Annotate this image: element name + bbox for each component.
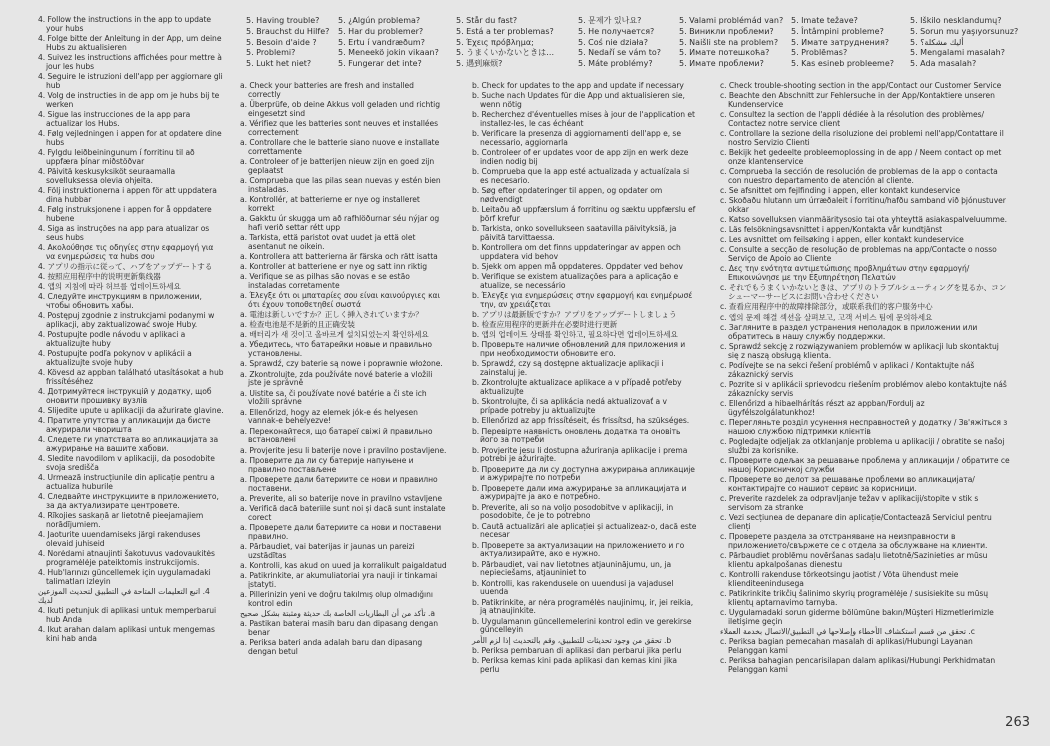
step-5b-instruction: b. 앱의 업데이트 상태를 확인하고, 필요하다면 업데이트하세요 <box>472 330 678 340</box>
step-5a-instruction: a. Проверете дали батериите се нови и правилно поставени. <box>240 474 438 493</box>
step-5-question: 5. Brauchst du Hilfe? <box>246 26 330 36</box>
step-5b-instruction: b. Tarkista, onko sovellukseen saatavilla päivityksiä, ja päivitä tarvittaessa. <box>472 224 677 242</box>
step-5c-instruction: c. Katso sovelluksen vianmääritysosio tai ota yhteyttä asiakaspalveluumme. <box>720 215 1007 225</box>
step-5-question: 5. 문제가 있나요? <box>578 16 642 25</box>
step-4-instruction: 4. Ikut arahan dalam aplikasi untuk mengemas kini hab anda <box>38 625 215 644</box>
step-5c-instruction: c. Vezi secțiunea de depanare din aplicație/Contactează Serviciul pentru clienți <box>720 512 992 531</box>
step-5-question: 5. Mengalami masalah? <box>910 48 1005 58</box>
step-5-question-column <box>791 16 894 70</box>
step-5c-instruction: c. Перегляньте розділ усунення несправностей у додатку / Зв'яжіться з нашою службою підтримки клієнтів <box>720 417 1008 436</box>
step-5b-instruction: b. Recherchez d'éventuelles mises à jour de l'application et installez-les, le cas échéant <box>472 110 695 128</box>
step-5c-instruction: c. Comprueba la sección de resolución de problemas de la app o contacta con nuestro departamento de atención al cliente. <box>720 167 998 185</box>
step-5a-instruction: a. Überprüfe, ob deine Akkus voll geladen und richtig eingesetzt sind <box>240 100 440 118</box>
step-5b-instruction: b. Ellenőrizd az app frissítéseit, és frissítsd, ha szükséges. <box>472 416 690 426</box>
step-5b-instruction: b. Leitaðu að uppfærslum á forritinu og sæktu uppfærslu ef þörf krefur <box>472 205 696 223</box>
step-4-instruction: 4. Пратите упутства у апликацији да бисте ажурирали чворишта <box>38 416 211 435</box>
step-5-question-column <box>679 16 783 70</box>
step-5b-instruction: b. Periksa kemas kini pada aplikasi dan kemas kini jika perlu <box>472 655 677 674</box>
step-4-instruction: 4. Kövesd az appban található utasításokat a hub frissítéséhez <box>38 368 224 387</box>
step-5c-instruction: c. Podívejte se na sekci řešení problémů v aplikaci / Kontaktujte náš zákaznický servis <box>720 360 975 379</box>
step-5-question: 5. Besoin d'aide ? <box>246 37 317 47</box>
step-4-instruction: 4. اتبع التعليمات المتاحة في التطبيق لتحديث الموزعين لديك <box>38 587 210 606</box>
step-5c-instruction: c. 查看应用程序中的故障排除部分，或联系我们的客户服务中心 <box>720 302 933 312</box>
step-5c-instruction: c. 앱의 문제 해결 섹션을 살펴보고, 고객 서비스 팀에 문의하세요 <box>720 312 933 322</box>
step-5b-instruction: b. 检查应用程序的更新并在必要时进行更新 <box>472 320 618 330</box>
step-5-question: 5. Står du fast? <box>456 16 518 25</box>
step-5a-instruction: a. Проверете дали батериите са нови и поставени правилно. <box>240 522 442 541</box>
step-5a-instruction: a. Tarkista, että paristot ovat uudet ja että olet asentanut ne oikein. <box>240 233 416 251</box>
step-4-instruction: 4. Slijedite upute u aplikaciji da ažurirate glavine. <box>38 406 224 416</box>
step-5a-instruction: a. Sprawdź, czy baterie są nowe i poprawnie włożone. <box>240 359 443 369</box>
step-5-question: 5. 遇到麻烦? <box>456 59 503 69</box>
step-5b-instruction: b. Sjekk om appen må oppdateres. Oppdater ved behov <box>472 262 683 272</box>
step-4-instruction: 4. Folge bitte der Anleitung in der App, um deine Hubs zu aktualisieren <box>38 34 222 52</box>
step-5-question: 5. Ertu í vandræðum? <box>338 37 425 47</box>
step-4-instruction: 4. Päivitä keskusyksiköt seuraamalla sovelluksessa olevia ohjeita. <box>38 167 176 185</box>
step-4-instruction: 4. Postupujte podľa pokynov v aplikácii a aktualizujte svoje huby <box>38 349 192 368</box>
step-5c-instruction: c. Les avsnittet om feilsøking i appen, eller kontakt kundeservice <box>720 235 964 245</box>
step-5-question: 5. うまくいかないときは… <box>456 48 555 58</box>
step-4-instruction: 4. Volg de instructies in de app om je hubs bij te werken <box>38 91 220 109</box>
step-4-instruction: 4. Postępuj zgodnie z instrukcjami podanymi w aplikacji, aby zaktualizować swoje Huby. <box>38 311 215 330</box>
step-4-instruction: 4. Rīkojies saskaņā ar lietotnē pieejamajiem norādījumiem. <box>38 511 204 530</box>
step-5-question: 5. Lukt het niet? <box>246 59 312 69</box>
step-4-instruction: 4. Följ instruktionerna i appen för att uppdatera dina hubbar <box>38 186 217 204</box>
step-5a-instruction: a. Verifică dacă bateriile sunt noi și dacă sunt instalate corect <box>240 503 446 522</box>
step-5c-instruction: c. Bekijk het gedeelte probleemoplossing in de app / Neem contact op met onze klantenservice <box>720 148 1002 166</box>
step-5b-instruction: b. Έλεγξε για ενημερώσεις στην εφαρμογή και ενημέρωσέ την, αν χρειάζεται <box>472 291 693 310</box>
step-5c-instruction: c. Skoðaðu hlutann um úrræðaleit í forritinu/hafðu samband við þjónustuver okkar <box>720 196 1006 215</box>
step-5c-instruction: c. Pogledajte odjeljak za otklanjanje problema u aplikaciji / obratite se našoj službi za korisnike. <box>720 436 1005 455</box>
step-5-question: 5. Naišli ste na problem? <box>679 37 779 47</box>
step-5b-instruction: b. Søg efter opdateringer til appen, og opdater om nødvendigt <box>472 186 663 204</box>
step-5a-instruction: a. Preverite, ali so baterije nove in pravilno vstavljene <box>240 493 442 503</box>
step-5c-instruction: c. Periksa bagian pemecahan masalah di aplikasi/Hubungi Layanan Pelanggan kami <box>720 636 973 655</box>
step-5c-instruction: c. Check trouble-shooting section in the app/Contact our Customer Service <box>720 81 1002 90</box>
step-4-instruction: 4. Følg instruksjonene i appen for å oppdatere hubene <box>38 205 212 223</box>
step-5c-instruction: c. Uygulamadaki sorun giderme bölümüne bakın/Müşteri Hizmetlerimizle iletişime geçin <box>720 607 994 626</box>
step-5c-instruction: c. Проверите одељак за решавање проблема у апликацији / обратите се нашој Корисничкој служби <box>720 455 1010 474</box>
step-4-instruction: 4. 按照应用程序中的说明更新集线器 <box>38 272 161 282</box>
step-5-question: 5. ¿Algún problema? <box>338 16 421 25</box>
step-5c-instruction: c. Consultez la section de l'appli dédiée à la résolution des problèmes/ Contactez notre service client <box>720 110 985 128</box>
step-5c-instruction: c. Preverite razdelek za odpravljanje težav v aplikaciji/stopite v stik s servisom za stranke <box>720 493 979 512</box>
step-5b-instruction: b. Comprueba que la app esté actualizada y actualízala si es necesario. <box>472 167 690 185</box>
step-5c-instruction: c. Pārbaudiet problēmu novēršanas sadaļu lietotnē/Sazinieties ar mūsu klientu apkalpošanas dienestu <box>720 550 988 569</box>
step-4-instruction: 4. Следуйте инструкциям в приложении, чтобы обновить хабы. <box>38 292 202 311</box>
step-5a-column <box>240 82 448 658</box>
step-5b-instruction: b. Verifique se existem atualizações para a aplicação e atualize, se necessário <box>472 272 679 291</box>
step-5-question-column <box>910 16 1018 70</box>
step-5b-instruction: b. تحقق من وجود تحديثات للتطبيق، وقم بالتحديث إذا لزم الأمر <box>472 635 672 645</box>
step-5-question: 5. Не получается? <box>578 26 655 36</box>
page-number: 263 <box>1005 715 1030 730</box>
step-5-question: 5. Imate težave? <box>791 16 858 25</box>
step-5c-instruction: c. Проверете во делот за решавање проблеми во апликацијата/ контактирајте со нашиот сервис за корисници. <box>720 474 975 493</box>
step-5-question: 5. Máte problémy? <box>578 59 653 69</box>
step-5c-instruction: c. Consulte a secção de resolução de problemas na app/Contacte o nosso Serviço de Apoio ao Cliente <box>720 245 997 264</box>
step-5b-instruction: b. Pārbaudiet, vai nav lietotnes atjauninājumu, un, ja nepieciešams, atjauniniet to <box>472 559 672 578</box>
step-5a-instruction: a. Patikrinkite, ar akumuliatoriai yra nauji ir tinkamai įstatyti. <box>240 570 438 589</box>
step-5-question: 5. Имате потешкоћа? <box>679 48 770 58</box>
step-4-instruction: 4. Follow the instructions in the app to update your hubs <box>38 15 212 33</box>
step-5b-instruction: b. Preverite, ali so na voljo posodobitve v aplikaciji, in posodobite, če je to potrebno <box>472 502 674 521</box>
step-5a-instruction: a. Проверите да ли су батерије напуњене и правилно постављене <box>240 455 414 474</box>
step-5a-instruction: a. 電池は新しいですか？正しく挿入されていますか？ <box>240 310 423 320</box>
step-4-instruction: 4. Urmează instrucțiunile din aplicație pentru a actualiza huburile <box>38 473 215 492</box>
step-4-instruction: 4. Jaoturite uuendamiseks järgi rakenduses olevaid juhiseid <box>38 530 201 549</box>
step-5a-instruction: a. Controleer of je batterijen nieuw zijn en goed zijn geplaatst <box>240 157 435 175</box>
step-5c-instruction: c. Patikrinkite trikčių šalinimo skyrių programėlėje / susisiekite su mūsų klientų aptarnavimo tarnyba. <box>720 588 988 607</box>
step-5c-instruction: c. Pozrite si v aplikácii sprievodcu riešením problémov alebo kontaktujte náš zákaznícky servis <box>720 379 1007 398</box>
step-5a-instruction: a. Periksa bateri anda adalah baru dan dipasang dengan betul <box>240 637 423 656</box>
step-5a-instruction: a. Uistite sa, či používate nové batérie a či ste ich vložili správne <box>240 388 427 407</box>
step-5c-column <box>720 82 1010 676</box>
step-4-instruction: 4. アプリの指示に従って、ハブをアップデートする <box>38 262 213 271</box>
step-5b-instruction: b. Controleer of er updates voor de app zijn en werk deze indien nodig bij <box>472 148 689 166</box>
step-5c-instruction: c. Загляните в раздел устранения неполадок в приложении или обратитесь в нашу службу поддержки. <box>720 322 978 341</box>
step-5c-instruction: c. Se afsnittet om fejlfinding i appen, eller kontakt kundeservice <box>720 186 961 196</box>
step-5a-instruction: a. Vérifiez que les batteries sont neuves et installées correctement <box>240 119 439 137</box>
step-5-question: 5. Har du problemer? <box>338 26 424 36</box>
step-4-instruction: 4. Sigue las instrucciones de la app para actualizar los Hubs. <box>38 110 191 128</box>
step-4-instruction: 4. Norėdami atnaujinti šakotuvus vadovaukitės programėlėje pateiktomis instrukcijomis. <box>38 549 215 568</box>
step-5-question: 5. أليك مشكلة؟ <box>910 37 964 47</box>
step-5a-instruction: a. 检查电池是不是新的且正确安装 <box>240 320 355 330</box>
step-5-question: 5. Coś nie działa? <box>578 37 648 47</box>
step-5-question: 5. Ada masalah? <box>910 59 977 69</box>
step-4-column <box>38 16 224 645</box>
step-5-question: 5. Fungerar det inte? <box>338 59 422 69</box>
step-5b-instruction: b. Sprawdź, czy są dostępne aktualizacje aplikacji i zainstaluj je. <box>472 359 664 378</box>
step-5a-instruction: a. Έλεγξε ότι οι μπαταρίες σου είναι καινούργιες και ότι έχουν τοποθετηθεί σωστά <box>240 291 440 310</box>
step-5-question: 5. Iškilo nesklandumų? <box>910 16 1002 25</box>
step-5b-instruction: b. Проверете за актуализации на приложението и го актуализирайте, ако е нужно. <box>472 540 685 559</box>
step-5-question: 5. Problemi? <box>246 48 296 58</box>
step-4-instruction: 4. Следвайте инструкциите в приложението, за да актуализирате центровете. <box>38 492 219 511</box>
step-5b-instruction: b. Verificare la presenza di aggiornamenti dell'app e, se necessario, aggiornarla <box>472 129 681 147</box>
step-5b-instruction: b. Uygulamanın güncellemelerini kontrol edin ve gerekirse güncelleyin <box>472 616 692 635</box>
step-4-instruction: 4. 앱의 지침에 따라 허브를 업데이트하세요 <box>38 282 181 292</box>
step-5b-instruction: b. Suche nach Updates für die App und aktualisieren sie, wenn nötig <box>472 91 685 109</box>
step-5-question: 5. Nedaří se vám to? <box>578 48 661 58</box>
step-5c-instruction: c. Ellenőrizd a hibaelhárítás részt az appban/Fordulj az ügyfélszolgálatunkhoz! <box>720 398 925 417</box>
step-5b-instruction: b. Provjerite jesu li dostupna ažuriranja aplikacije i prema potrebi je ažurirajte. <box>472 445 688 464</box>
step-5-question-column <box>246 16 329 70</box>
step-4-instruction: 4. Hub'larınızı güncellemek için uygulamadaki talimatları izleyin <box>38 568 211 587</box>
step-5b-instruction: b. Caută actualizări ale aplicației și actualizeaz-o, dacă este necesar <box>472 521 697 540</box>
step-5-question: 5. Имате затруднения? <box>791 37 890 47</box>
step-5c-instruction: c. Läs felsökningsavsnittet i appen/Kontakta vår kundtjänst <box>720 225 943 235</box>
step-5b-instruction: b. アプリは最新版ですか？アプリをアップデートしましょう <box>472 310 677 320</box>
step-5a-instruction: a. Kontrolli, kas akud on uued ja korralikult paigaldatud <box>240 560 447 570</box>
step-4-instruction: 4. Følg vejledningen i appen for at opdatere dine hubs <box>38 129 222 147</box>
step-5a-instruction: a. Comprueba que las pilas sean nuevas y estén bien instaladas. <box>240 176 441 194</box>
step-5c-instruction: c. Kontrolli rakenduse tõrkeotsingu jaotist / Võta ühendust meie klienditeenindusega <box>720 569 959 588</box>
step-5-question: 5. Having trouble? <box>246 16 320 25</box>
step-5a-instruction: a. Ellenőrizd, hogy az elemek jók-e és helyesen vannak-e behelyezve! <box>240 407 418 426</box>
step-5b-instruction: b. Patikrinkite, ar nėra programėlės naujinimų, ir, jei reikia, ją atnaujinkite. <box>472 597 694 616</box>
step-5a-instruction: a. Kontrollera att batterierna är färska och rätt isatta <box>240 252 438 261</box>
step-5a-instruction: a. تأكد من أن البطاريات الخاصة بك حديثة ومثبتة بشكل صحيح <box>240 608 436 618</box>
step-4-instruction: 4. Следете ги упатствата во апликацијата за ажурирање на вашите хабови. <box>38 435 219 454</box>
step-5b-instruction: b. Check for updates to the app and update if necessary <box>472 81 684 90</box>
step-5-question-column <box>338 16 439 70</box>
step-5-question: 5. Meneekö jokin vikaan? <box>338 48 439 58</box>
step-5a-instruction: a. Pastikan baterai masih baru dan dipasang dengan benar <box>240 618 439 637</box>
step-4-instruction: 4. Дотримуйтеся інструкцій у додатку, щоб оновити прошивку вузлів <box>38 387 212 406</box>
step-4-instruction: 4. Sledite navodilom v aplikaciji, da posodobite svoja središča <box>38 454 215 473</box>
step-5b-instruction: b. Skontrolujte, či sa aplikácia nedá aktualizovať a v prípade potreby ju aktualizujte <box>472 397 667 416</box>
step-4-instruction: 4. Seguire le istruzioni dell'app per aggiornare gli hub <box>38 72 223 90</box>
step-5-question-column <box>578 16 661 70</box>
step-5-question: 5. Виникли проблеми? <box>679 26 774 36</box>
step-5b-instruction: b. Проверьте наличие обновлений для приложения и при необходимости обновите его. <box>472 340 686 359</box>
step-5-question: 5. Valami problémád van? <box>679 16 784 25</box>
step-5c-instruction: c. Beachte den Abschnitt zur Fehlersuche in der App/Kontaktiere unseren Kundenservice <box>720 91 995 109</box>
step-5b-instruction: b. Перевірте наявність оновлень додатка та оновіть його за потреби <box>472 426 681 445</box>
step-5a-instruction: a. Kontroller at batteriene er nye og satt inn riktig <box>240 262 427 272</box>
step-4-instruction: 4. Siga as instruções na app para atualizar os seus hubs <box>38 224 210 242</box>
step-5c-instruction: c. Δες την ενότητα αντιμετώπισης προβλημάτων στην εφαρμογή/ Επικοινώνησε με την Εξυπηρέτηση Πελατών <box>720 264 970 283</box>
step-5-question: 5. Έχεις πρόβλημα; <box>456 37 534 47</box>
step-5c-instruction: c. Проверете раздела за отстраняване на неизправности в приложението/свържете се с отдела за обслужване на клиенти. <box>720 531 988 550</box>
step-4-instruction: 4. Ακολούθησε τις οδηγίες στην εφαρμογή για να ενημερώσεις τα hubs σου <box>38 243 214 261</box>
step-5-question: 5. Întâmpini probleme? <box>791 26 884 36</box>
step-5c-instruction: c. Periksa bahagian pencarisilapan dalam aplikasi/Hubungi Perkhidmatan Pelanggan kami <box>720 655 996 674</box>
step-5b-instruction: b. Zkontrolujte aktualizace aplikace a v případě potřeby aktualizujte <box>472 378 682 397</box>
step-5c-instruction: c. Sprawdź sekcję z rozwiązywaniem problemów w aplikacji lub skontaktuj się z naszą obsługą klienta. <box>720 341 999 360</box>
step-5-question-column <box>456 16 554 70</box>
step-5c-instruction: c. تحقق من قسم استكشاف الأخطاء وإصلاحها في التطبيق/الاتصال بخدمة العملاء <box>720 626 975 636</box>
step-5b-instruction: b. Проверите да ли су доступна ажурирања апликације и ажурирајте по потреби <box>472 464 695 483</box>
step-5a-instruction: a. Provjerite jesu li baterije nove i pravilno postavljene. <box>240 445 447 455</box>
step-5-question: 5. Problēmas? <box>791 48 848 58</box>
step-5b-instruction: b. Periksa pembaruan di aplikasi dan perbarui jika perlu <box>472 645 682 655</box>
step-5b-instruction: b. Kontrolli, kas rakendusele on uuendusi ja vajadusel uuenda <box>472 578 674 597</box>
step-5-question: 5. Имате проблеми? <box>679 59 764 69</box>
step-5b-instruction: b. Проверете дали има ажурирање за апликацијата и ажурирајте ја ако е потребно. <box>472 483 687 502</box>
step-5a-instruction: a. Gakktu úr skugga um að rafhlöðurnar séu nýjar og hafi verið settar rétt upp <box>240 214 440 232</box>
step-5-question: 5. Kas esineb probleeme? <box>791 59 895 69</box>
step-5a-instruction: a. Pillerinizin yeni ve doğru takılmış olup olmadığını kontrol edin <box>240 589 433 608</box>
step-4-instruction: 4. Ikuti petunjuk di aplikasi untuk memperbarui hub Anda <box>38 606 217 625</box>
step-5a-instruction: a. Kontrollér, at batterierne er nye og installeret korrekt <box>240 195 420 213</box>
step-5b-column <box>472 82 697 676</box>
step-4-instruction: 4. Suivez les instructions affichées pour mettre à jour les hubs <box>38 53 222 71</box>
step-4-instruction: 4. Postupujte podle návodu v aplikaci a aktualizujte huby <box>38 330 186 349</box>
step-5-question: 5. Sorun mu yaşıyorsunuz? <box>910 26 1019 36</box>
step-5a-instruction: a. Переконайтеся, що батареї свіжі й правильно встановлені <box>240 426 433 445</box>
step-4-instruction: 4. Fylgdu leiðbeiningunum í forritinu til að uppfæra þínar miðstöðvar <box>38 148 195 166</box>
step-5a-instruction: a. Check your batteries are fresh and installed correctly <box>240 81 414 99</box>
step-5a-instruction: a. Controllare che le batterie siano nuove e installate correttamente <box>240 138 440 156</box>
step-5c-instruction: c. それでもうまくいかないときは、アプリのトラブルシューティングを見るか、コンシューマーサービスにお問い合わせください <box>720 283 1007 302</box>
step-5-question: 5. Está a ter problemas? <box>456 26 554 36</box>
step-5a-instruction: a. Zkontrolujte, zda používáte nové baterie a vložili jste je správně <box>240 369 433 388</box>
step-5b-instruction: b. Kontrollera om det finns uppdateringar av appen och uppdatera vid behov <box>472 243 681 261</box>
step-5c-instruction: c. Controllare la sezione della risoluzione dei problemi nell'app/Contattare il nostro Servizio Clienti <box>720 129 1004 147</box>
step-5a-instruction: a. Verifique se as pilhas são novas e se estão instaladas corretamente <box>240 272 410 291</box>
step-5a-instruction: a. Убедитесь, что батарейки новые и правильно установлены. <box>240 340 433 359</box>
step-5a-instruction: a. 배터리가 새 것이고 올바르게 설치되었는지 확인하세요 <box>240 330 429 340</box>
step-5a-instruction: a. Pārbaudiet, vai baterijas ir jaunas un pareizi uzstādītas <box>240 541 415 560</box>
